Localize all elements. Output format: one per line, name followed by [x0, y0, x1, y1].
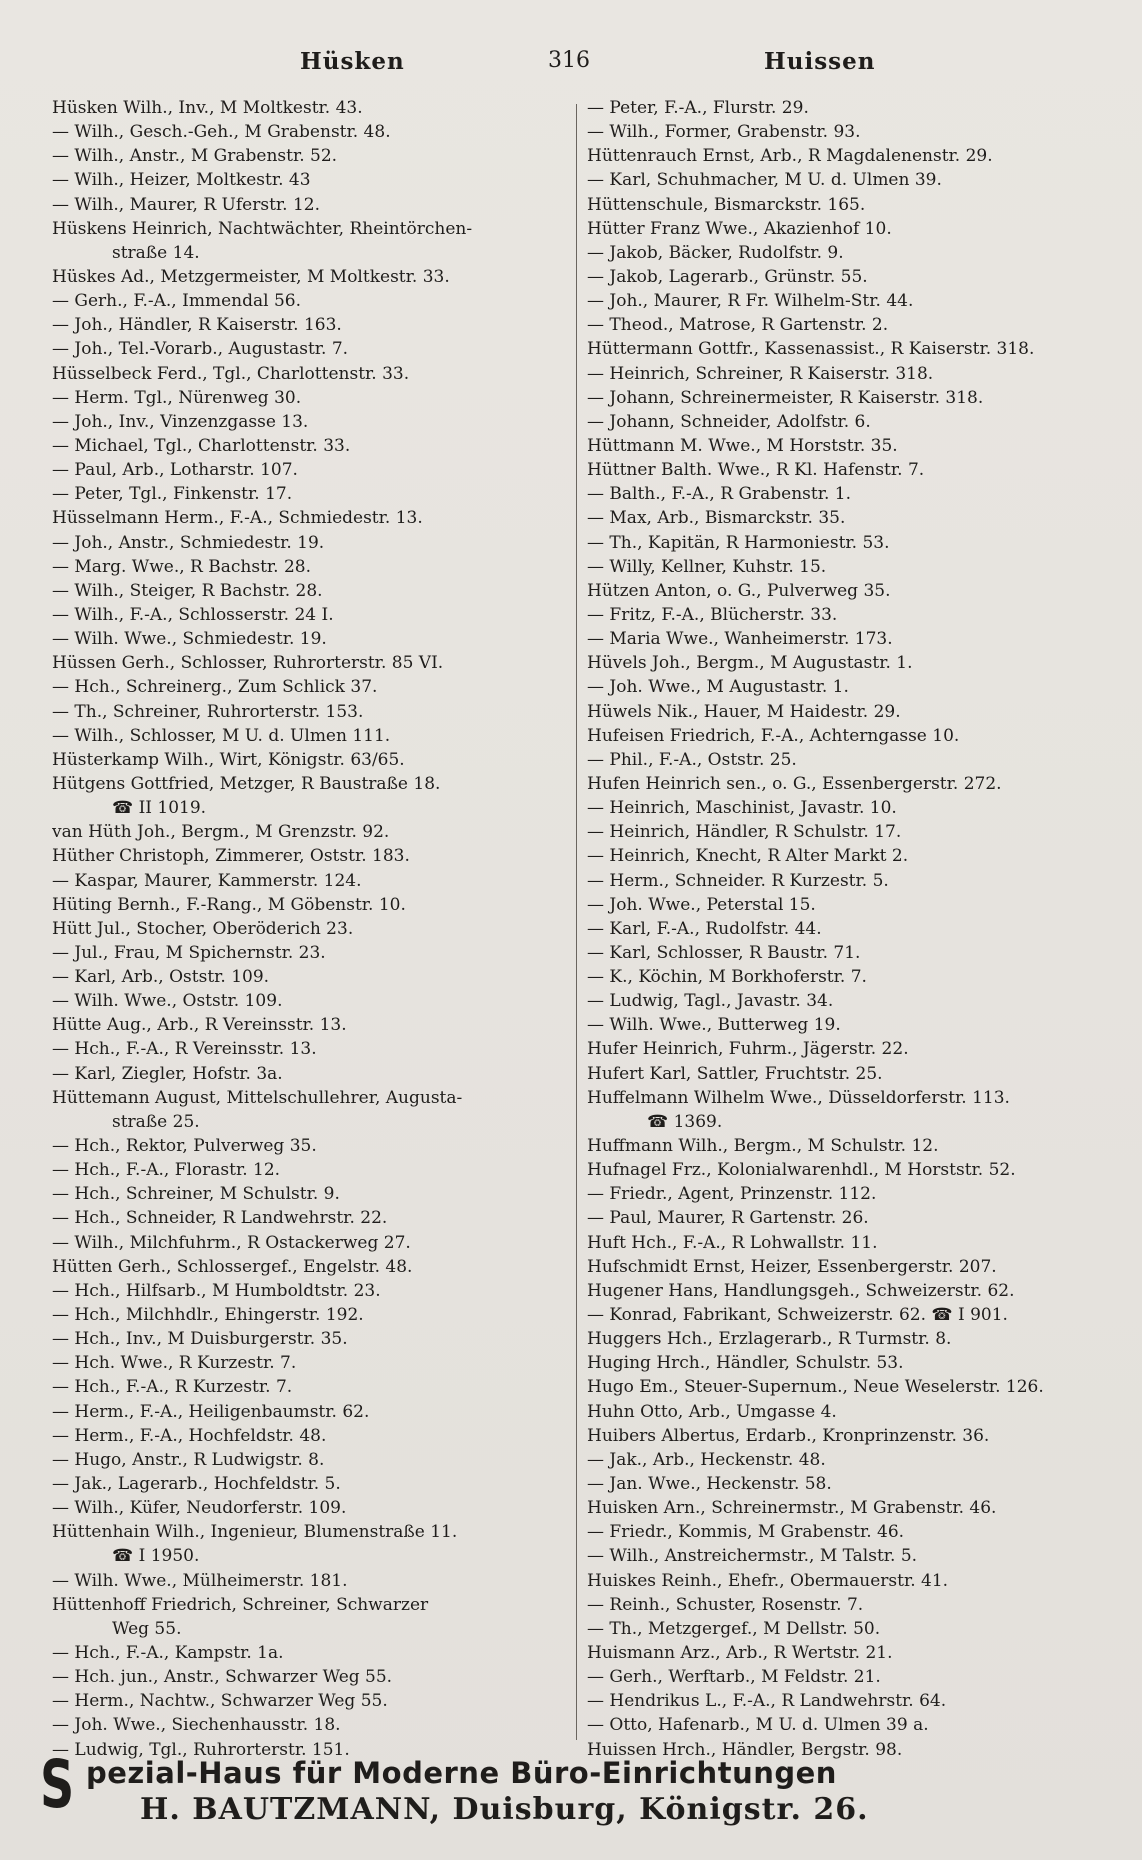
directory-entry: Hüttner Balth. Wwe., R Kl. Hafenstr. 7.: [587, 460, 925, 481]
directory-entry: — Hch., Milchhdlr., Ehingerstr. 192.: [52, 1305, 364, 1326]
column-divider: [576, 104, 577, 1740]
directory-entry: — Jakob, Lagerarb., Grünstr. 55.: [587, 266, 868, 287]
directory-entry: — Herm., F.-A., Heiligenbaumstr. 62.: [52, 1401, 370, 1422]
directory-entry: straße 14.: [112, 242, 200, 263]
directory-entry: — Joh., Maurer, R Fr. Wilhelm-Str. 44.: [587, 291, 914, 312]
directory-entry: Hufschmidt Ernst, Heizer, Essenbergerstr. 207.: [587, 1256, 997, 1277]
directory-entry: — Phil., F.-A., Oststr. 25.: [587, 749, 797, 770]
directory-entry: — Hch., Hilfsarb., M Humboldtstr. 23.: [52, 1280, 381, 1301]
directory-entry: Hüttenrauch Ernst, Arb., R Magdalenenstr. 29.: [587, 146, 993, 167]
directory-entry: — Michael, Tgl., Charlottenstr. 33.: [52, 435, 351, 456]
directory-entry: — Herm., Nachtw., Schwarzer Weg 55.: [52, 1691, 388, 1712]
directory-entry: — Otto, Hafenarb., M U. d. Ulmen 39 a.: [587, 1715, 929, 1736]
ad-headline: pezial-Haus für Moderne Büro-Einrichtungen: [86, 1756, 837, 1790]
header-left-keyword: Hüsken: [300, 48, 405, 75]
directory-entry: Huggers Hch., Erzlagerarb., R Turmstr. 8.: [587, 1329, 952, 1350]
directory-entry: — Joh. Wwe., M Augustastr. 1.: [587, 677, 849, 698]
directory-entry: Hufer Heinrich, Fuhrm., Jägerstr. 22.: [587, 1039, 909, 1060]
directory-entry: — Wilh., Former, Grabenstr. 93.: [587, 122, 861, 143]
directory-entry: ☎ II 1019.: [112, 798, 207, 819]
directory-entry: — Heinrich, Knecht, R Alter Markt 2.: [587, 846, 909, 867]
directory-entry: — Wilh., F.-A., Schlosserstr. 24 I.: [52, 604, 334, 625]
ad-company: H. BAUTZMANN, Duisburg, Königstr. 26.: [140, 1792, 869, 1827]
directory-entry: — Hch., Inv., M Duisburgerstr. 35.: [52, 1329, 348, 1350]
directory-entry: — Hch. Wwe., R Kurzestr. 7.: [52, 1353, 297, 1374]
directory-entry: Hüttermann Gottfr., Kassenassist., R Kaiserstr. 318.: [587, 339, 1035, 360]
directory-entry: Huhn Otto, Arb., Umgasse 4.: [587, 1401, 837, 1422]
directory-entry: Hüttenhain Wilh., Ingenieur, Blumenstraße 11.: [52, 1522, 458, 1543]
directory-entry: — Joh., Inv., Vinzenzgasse 13.: [52, 411, 309, 432]
directory-entry: Hüvels Joh., Bergm., M Augustastr. 1.: [587, 653, 913, 674]
directory-entry: — Wilh., Anstr., M Grabenstr. 52.: [52, 146, 338, 167]
directory-entry: — Joh. Wwe., Siechenhausstr. 18.: [52, 1715, 341, 1736]
directory-entry: Huibers Albertus, Erdarb., Kronprinzenstr. 36.: [587, 1425, 990, 1446]
directory-entry: Hüskes Ad., Metzgermeister, M Moltkestr. 33.: [52, 266, 450, 287]
directory-entry: — Wilh. Wwe., Mülheimerstr. 181.: [52, 1570, 348, 1591]
directory-entry: — Herm., Schneider. R Kurzestr. 5.: [587, 870, 889, 891]
directory-entry: — Hch., Schneider, R Landwehrstr. 22.: [52, 1208, 388, 1229]
directory-entry: Hüther Christoph, Zimmerer, Oststr. 183.: [52, 846, 410, 867]
header-right-keyword: Huissen: [764, 48, 876, 75]
directory-entry: Huffmann Wilh., Bergm., M Schulstr. 12.: [587, 1136, 939, 1157]
directory-entry: — Jan. Wwe., Heckenstr. 58.: [587, 1474, 832, 1495]
left-column: [52, 96, 572, 1860]
ad-initial-letter: S: [40, 1746, 75, 1823]
directory-entry: Hützen Anton, o. G., Pulverweg 35.: [587, 580, 891, 601]
directory-entry: — Wilh., Schlosser, M U. d. Ulmen 111.: [52, 725, 391, 746]
directory-entry: Hugener Hans, Handlungsgeh., Schweizerstr. 62.: [587, 1280, 1015, 1301]
directory-entry: — Hch. jun., Anstr., Schwarzer Weg 55.: [52, 1667, 393, 1688]
directory-entry: — Paul, Maurer, R Gartenstr. 26.: [587, 1208, 869, 1229]
directory-entry: — Ludwig, Tagl., Javastr. 34.: [587, 991, 834, 1012]
directory-entry: Hugo Em., Steuer-Supernum., Neue Weselerstr. 126.: [587, 1377, 1044, 1398]
directory-entry: — Karl, Schlosser, R Baustr. 71.: [587, 942, 861, 963]
directory-entry: — Karl, Schuhmacher, M U. d. Ulmen 39.: [587, 170, 942, 191]
directory-entry: — Hch., Schreinerg., Zum Schlick 37.: [52, 677, 378, 698]
directory-entry: Hufnagel Frz., Kolonialwarenhdl., M Horststr. 52.: [587, 1160, 1016, 1181]
page-header: [0, 48, 1142, 88]
directory-entry: Hüttenhoff Friedrich, Schreiner, Schwarzer: [52, 1594, 429, 1615]
directory-entry: — Wilh., Milchfuhrm., R Ostackerweg 27.: [52, 1232, 411, 1253]
directory-entry: Hütter Franz Wwe., Akazienhof 10.: [587, 218, 892, 239]
directory-entry: — Wilh., Küfer, Neudorferstr. 109.: [52, 1498, 347, 1519]
directory-entry: Hüsselbeck Ferd., Tgl., Charlottenstr. 33.: [52, 363, 410, 384]
directory-entry: straße 25.: [112, 1111, 200, 1132]
directory-entry: — Marg. Wwe., R Bachstr. 28.: [52, 556, 312, 577]
directory-entry: Huft Hch., F.-A., R Lohwallstr. 11.: [587, 1232, 878, 1253]
directory-entry: — Johann, Schreinermeister, R Kaiserstr. 318.: [587, 387, 984, 408]
directory-entry: — Th., Schreiner, Ruhrorterstr. 153.: [52, 701, 364, 722]
directory-entry: — Hugo, Anstr., R Ludwigstr. 8.: [52, 1449, 325, 1470]
directory-entry: ☎ 1369.: [647, 1111, 723, 1132]
directory-entry: — Johann, Schneider, Adolfstr. 6.: [587, 411, 871, 432]
directory-entry: — Hch., F.-A., R Vereinsstr. 13.: [52, 1039, 317, 1060]
directory-entry: — Gerh., Werftarb., M Feldstr. 21.: [587, 1667, 881, 1688]
directory-entry: — Fritz, F.-A., Blücherstr. 33.: [587, 604, 838, 625]
directory-entry: — Herm. Tgl., Nürenweg 30.: [52, 387, 302, 408]
directory-entry: — Hch., F.-A., Florastr. 12.: [52, 1160, 281, 1181]
directory-entry: Hufeisen Friedrich, F.-A., Achterngasse 10.: [587, 725, 960, 746]
directory-entry: ☎ I 1950.: [112, 1546, 200, 1567]
directory-entry: Huisken Arn., Schreinermstr., M Grabenstr. 46.: [587, 1498, 997, 1519]
directory-entry: Hüttmann M. Wwe., M Horststr. 35.: [587, 435, 898, 456]
directory-entry: — K., Köchin, M Borkhoferstr. 7.: [587, 967, 867, 988]
directory-entry: — Hch., Schreiner, M Schulstr. 9.: [52, 1184, 340, 1205]
directory-entry: — Wilh. Wwe., Oststr. 109.: [52, 991, 283, 1012]
directory-entry: — Friedr., Kommis, M Grabenstr. 46.: [587, 1522, 905, 1543]
directory-entry: — Friedr., Agent, Prinzenstr. 112.: [587, 1184, 877, 1205]
directory-entry: Huissen Hrch., Händler, Bergstr. 98.: [587, 1739, 903, 1760]
directory-entry: — Joh., Anstr., Schmiedestr. 19.: [52, 532, 325, 553]
directory-entry: — Theod., Matrose, R Gartenstr. 2.: [587, 315, 889, 336]
directory-entry: Huffelmann Wilhelm Wwe., Düsseldorferstr. 113.: [587, 1087, 1010, 1108]
directory-entry: Hütgens Gottfried, Metzger, R Baustraße 18.: [52, 773, 441, 794]
directory-entry: — Maria Wwe., Wanheimerstr. 173.: [587, 629, 893, 650]
directory-entry: — Konrad, Fabrikant, Schweizerstr. 62. ☎ I 901.: [587, 1305, 1008, 1326]
directory-entry: — Wilh., Steiger, R Bachstr. 28.: [52, 580, 323, 601]
directory-entry: — Jul., Frau, M Spichernstr. 23.: [52, 942, 326, 963]
directory-entry: — Wilh., Heizer, Moltkestr. 43: [52, 170, 311, 191]
directory-entry: Hüwels Nik., Hauer, M Haidestr. 29.: [587, 701, 901, 722]
directory-entry: Hüssen Gerh., Schlosser, Ruhrorterstr. 85 VI.: [52, 653, 444, 674]
directory-entry: — Herm., F.-A., Hochfeldstr. 48.: [52, 1425, 327, 1446]
directory-entry: Huging Hrch., Händler, Schulstr. 53.: [587, 1353, 904, 1374]
right-column: [587, 96, 1107, 1860]
directory-entry: — Peter, Tgl., Finkenstr. 17.: [52, 484, 293, 505]
page-number: 316: [548, 48, 590, 73]
directory-entry: — Ludwig, Tgl., Ruhrorterstr. 151.: [52, 1739, 350, 1760]
directory-entry: — Hendrikus L., F.-A., R Landwehrstr. 64.: [587, 1691, 947, 1712]
directory-entry: — Th., Kapitän, R Harmoniestr. 53.: [587, 532, 890, 553]
directory-entry: van Hüth Joh., Bergm., M Grenzstr. 92.: [52, 822, 390, 843]
directory-entry: — Joh., Tel.-Vorarb., Augustastr. 7.: [52, 339, 349, 360]
directory-entry: — Wilh. Wwe., Schmiedestr. 19.: [52, 629, 327, 650]
advertisement: [40, 1748, 1102, 1838]
directory-entry: Hüsken Wilh., Inv., M Moltkestr. 43.: [52, 98, 363, 118]
directory-entry: — Joh. Wwe., Peterstal 15.: [587, 894, 816, 915]
directory-entry: — Paul, Arb., Lotharstr. 107.: [52, 460, 298, 481]
directory-entry: — Jakob, Bäcker, Rudolfstr. 9.: [587, 242, 844, 263]
directory-entry: — Jak., Lagerarb., Hochfeldstr. 5.: [52, 1474, 341, 1495]
directory-entry: — Karl, Ziegler, Hofstr. 3a.: [52, 1063, 283, 1084]
directory-entry: Hüttenschule, Bismarckstr. 165.: [587, 194, 866, 215]
directory-entry: — Hch., F.-A., R Kurzestr. 7.: [52, 1377, 293, 1398]
directory-entry: Hüttemann August, Mittelschullehrer, Augusta-: [52, 1087, 463, 1108]
directory-entry: Hütten Gerh., Schlossergef., Engelstr. 48.: [52, 1256, 413, 1277]
directory-entry: Weg 55.: [112, 1618, 182, 1639]
directory-entry: — Kaspar, Maurer, Kammerstr. 124.: [52, 870, 362, 891]
directory-entry: — Wilh. Wwe., Butterweg 19.: [587, 1015, 841, 1036]
directory-entry: — Wilh., Gesch.-Geh., M Grabenstr. 48.: [52, 122, 391, 143]
directory-entry: — Reinh., Schuster, Rosenstr. 7.: [587, 1594, 864, 1615]
directory-entry: — Wilh., Anstreichermstr., M Talstr. 5.: [587, 1546, 918, 1567]
directory-entry: — Balth., F.-A., R Grabenstr. 1.: [587, 484, 852, 505]
directory-entry: Hüskens Heinrich, Nachtwächter, Rheintörchen-: [52, 218, 473, 239]
directory-entry: — Karl, F.-A., Rudolfstr. 44.: [587, 918, 822, 939]
directory-entry: — Peter, F.-A., Flurstr. 29.: [587, 98, 809, 118]
directory-entry: Hütt Jul., Stocher, Oberöderich 23.: [52, 918, 354, 939]
directory-entry: — Karl, Arb., Oststr. 109.: [52, 967, 270, 988]
directory-entry: Hüsselmann Herm., F.-A., Schmiedestr. 13.: [52, 508, 423, 529]
directory-entry: Huismann Arz., Arb., R Wertstr. 21.: [587, 1643, 893, 1663]
directory-entry: — Heinrich, Händler, R Schulstr. 17.: [587, 822, 902, 843]
directory-entry: Hütte Aug., Arb., R Vereinsstr. 13.: [52, 1015, 347, 1036]
directory-entry: Hufert Karl, Sattler, Fruchtstr. 25.: [587, 1063, 883, 1084]
directory-entry: Hüting Bernh., F.-Rang., M Göbenstr. 10.: [52, 894, 406, 915]
directory-entry: Hüsterkamp Wilh., Wirt, Königstr. 63/65.: [52, 749, 405, 770]
directory-entry: Hufen Heinrich sen., o. G., Essenbergerstr. 272.: [587, 773, 1002, 794]
directory-entry: — Wilh., Maurer, R Uferstr. 12.: [52, 194, 321, 215]
directory-entry: — Willy, Kellner, Kuhstr. 15.: [587, 556, 827, 577]
directory-entry: — Max, Arb., Bismarckstr. 35.: [587, 508, 846, 529]
directory-entry: — Heinrich, Maschinist, Javastr. 10.: [587, 798, 897, 819]
directory-entry: Huiskes Reinh., Ehefr., Obermauerstr. 41.: [587, 1570, 949, 1591]
directory-entry: — Heinrich, Schreiner, R Kaiserstr. 318.: [587, 363, 934, 384]
directory-entry: — Gerh., F.-A., Immendal 56.: [52, 291, 301, 312]
directory-entry: — Hch., Rektor, Pulverweg 35.: [52, 1136, 317, 1157]
directory-entry: — Hch., F.-A., Kampstr. 1a.: [52, 1643, 284, 1663]
directory-entry: — Joh., Händler, R Kaiserstr. 163.: [52, 315, 342, 336]
directory-entry: — Jak., Arb., Heckenstr. 48.: [587, 1449, 826, 1470]
directory-entry: — Th., Metzgergef., M Dellstr. 50.: [587, 1618, 881, 1639]
